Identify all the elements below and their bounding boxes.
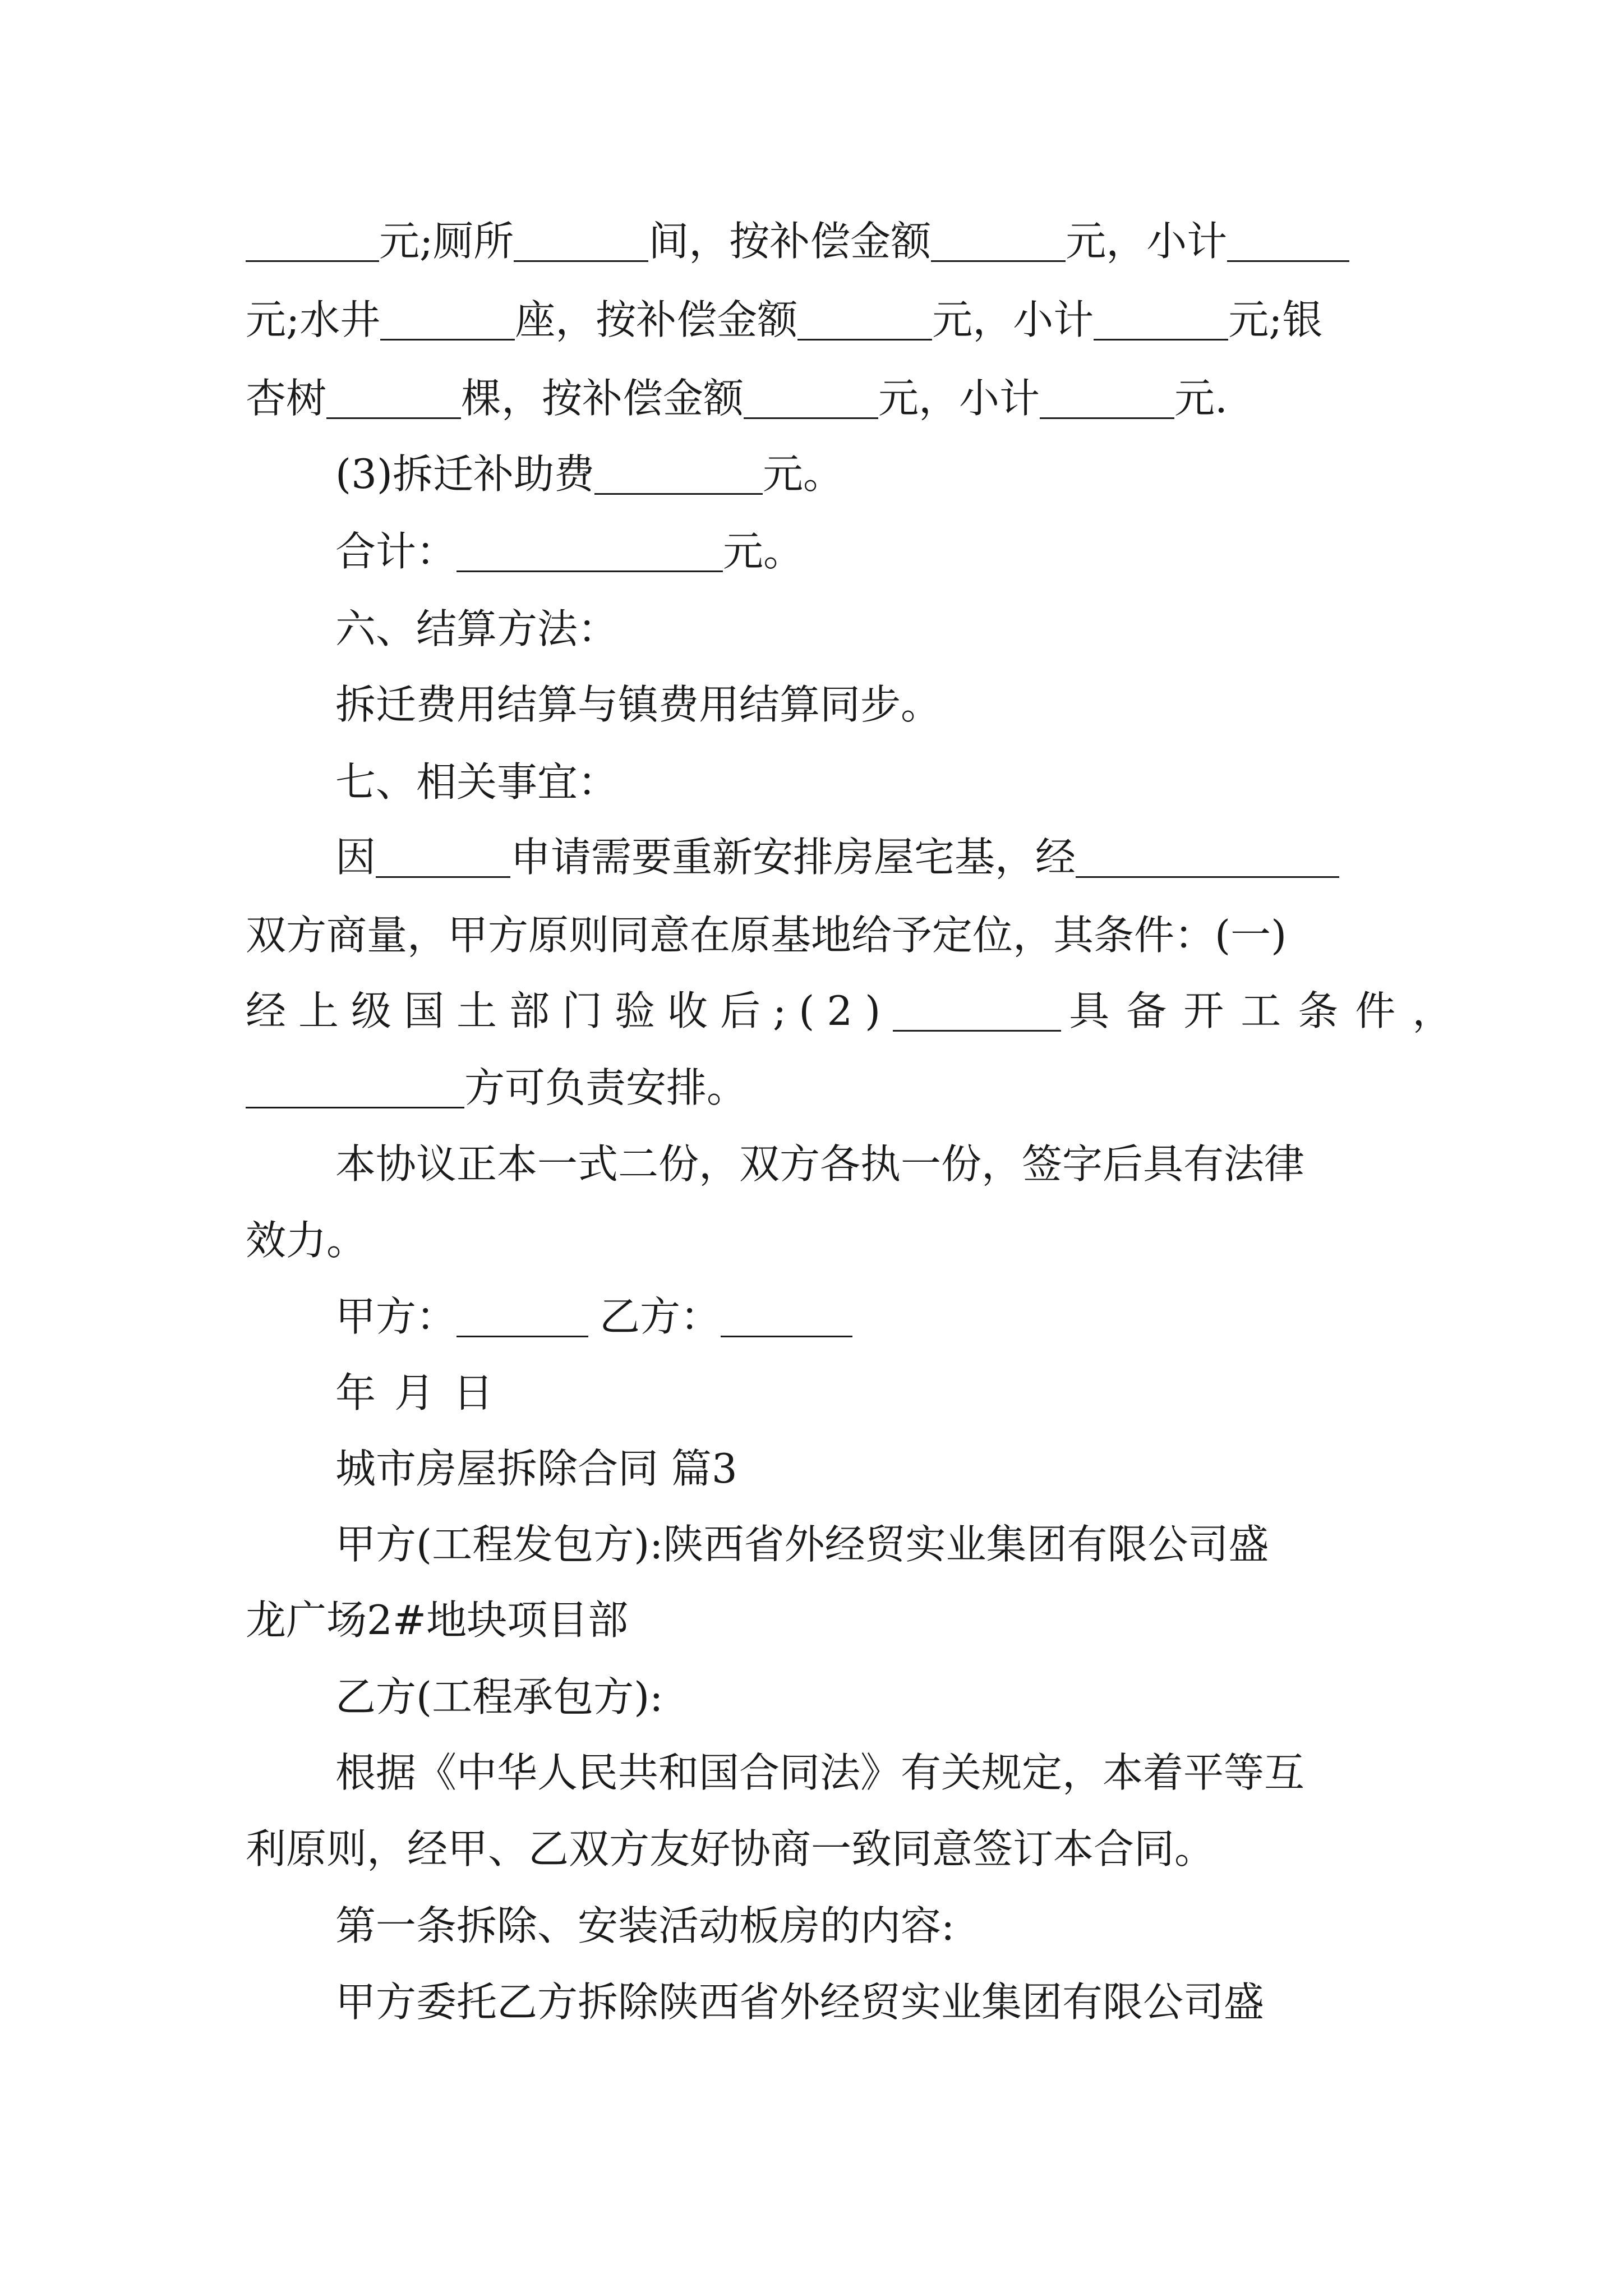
- party-a-label: 甲方：: [335, 1293, 457, 1340]
- text-segment: 根据《中华人民共和国合同法》有关规定，本着平等互: [335, 1749, 1305, 1796]
- text-line: [246, 292, 1323, 348]
- text-line: [246, 1821, 1215, 1877]
- blank-line: [1040, 378, 1174, 419]
- text-line: [246, 907, 1287, 963]
- blank-line: [893, 991, 1061, 1032]
- text-line: [246, 1060, 747, 1116]
- blank-line: [246, 221, 379, 262]
- text-line: [335, 1898, 955, 1954]
- text-line: [335, 523, 804, 579]
- text-segment: 元，小计: [878, 375, 1040, 422]
- text-segment: 间，按补偿金额: [648, 218, 932, 265]
- text-line: [246, 213, 1349, 269]
- text-segment: 元。: [723, 528, 804, 575]
- text-segment: 元;厕所: [379, 218, 514, 265]
- text-segment: 甲方委托乙方拆除陕西省外经贸实业集团有限公司盛: [335, 1978, 1265, 2026]
- text-segment: 元.: [1174, 375, 1228, 422]
- text-line: [335, 1136, 1304, 1192]
- text-line: [335, 1745, 1304, 1801]
- text-line: [335, 446, 843, 502]
- text-segment: 六、结算方法：: [335, 605, 619, 652]
- text-segment: 甲方(工程发包方):陕西省外经贸实业集团有限公司盛: [335, 1521, 1269, 1568]
- section-heading: [335, 601, 618, 657]
- text-segment: 具备开工条件，: [1069, 987, 1470, 1034]
- text-line: [335, 1974, 1264, 2030]
- text-segment: 拆迁费用结算与镇费用结算同步。: [335, 681, 942, 728]
- text-segment: 第一条拆除、安装活动板房的内容:: [335, 1902, 955, 1949]
- blank-line: [380, 300, 515, 341]
- blank-line: [246, 1068, 464, 1108]
- text-segment: 年 月 日: [335, 1369, 494, 1416]
- text-segment: 座，按补偿金额: [515, 296, 798, 343]
- text-segment: 乙方(工程承包方):: [335, 1673, 663, 1720]
- blank-line: [1227, 221, 1349, 262]
- article-title: [335, 1441, 737, 1497]
- text-segment: (3)拆迁补助费: [335, 450, 594, 498]
- text-segment: 申请需要重新安排房屋宅基，经: [510, 834, 1076, 881]
- text-line: [246, 370, 1228, 426]
- text-segment: 方可负责安排。: [464, 1064, 748, 1111]
- blank-line: [376, 837, 510, 878]
- text-line: [246, 1212, 367, 1268]
- section-heading: [335, 754, 618, 810]
- text-segment: 合计：: [335, 528, 457, 575]
- text-line: [246, 1592, 628, 1648]
- text-line: [335, 677, 941, 733]
- text-segment: 双方商量，甲方原则同意在原基地给予定位，其条件：(一): [246, 912, 1287, 959]
- text-line: [335, 1669, 663, 1725]
- text-segment: 元;银: [1228, 296, 1323, 343]
- text-segment: 本协议正本一式二份，双方各执一份，签字后具有法律: [335, 1140, 1305, 1188]
- date-line: [335, 1365, 494, 1421]
- text-segment: 元。: [763, 450, 844, 498]
- blank-line: [594, 454, 763, 495]
- text-segment: 七、相关事宜：: [335, 758, 619, 806]
- blank-line: [1076, 837, 1339, 878]
- signature-line: [335, 1289, 852, 1345]
- text-segment: 利原则，经甲、乙双方友好协商一致同意签订本合同。: [246, 1825, 1215, 1872]
- text-segment: 棵，按补偿金额: [461, 375, 744, 422]
- blank-line: [457, 531, 723, 572]
- text-segment: 杏树: [246, 375, 327, 422]
- text-line: [335, 829, 1339, 885]
- party-a-blank: [457, 1296, 588, 1337]
- blank-line: [326, 378, 461, 419]
- text-segment: 元;水井: [246, 296, 381, 343]
- text-segment: 因: [335, 834, 376, 881]
- text-segment: 元，小计: [1066, 218, 1228, 265]
- blank-line: [1094, 300, 1228, 341]
- text-segment: 经上级国土部门验收后;(2): [246, 987, 893, 1034]
- text-segment: 龙广场2#地块项目部: [246, 1596, 629, 1644]
- blank-line: [931, 221, 1066, 262]
- text-line: [246, 983, 1469, 1039]
- text-line: [335, 1516, 1269, 1572]
- party-b-blank: [721, 1296, 852, 1337]
- blank-line: [744, 378, 878, 419]
- text-segment: 城市房屋拆除合同 篇3: [335, 1445, 737, 1492]
- blank-line: [797, 300, 932, 341]
- blank-line: [514, 221, 648, 262]
- party-b-label: 乙方：: [600, 1293, 721, 1340]
- text-segment: 效力。: [246, 1217, 367, 1264]
- text-segment: 元，小计: [932, 296, 1094, 343]
